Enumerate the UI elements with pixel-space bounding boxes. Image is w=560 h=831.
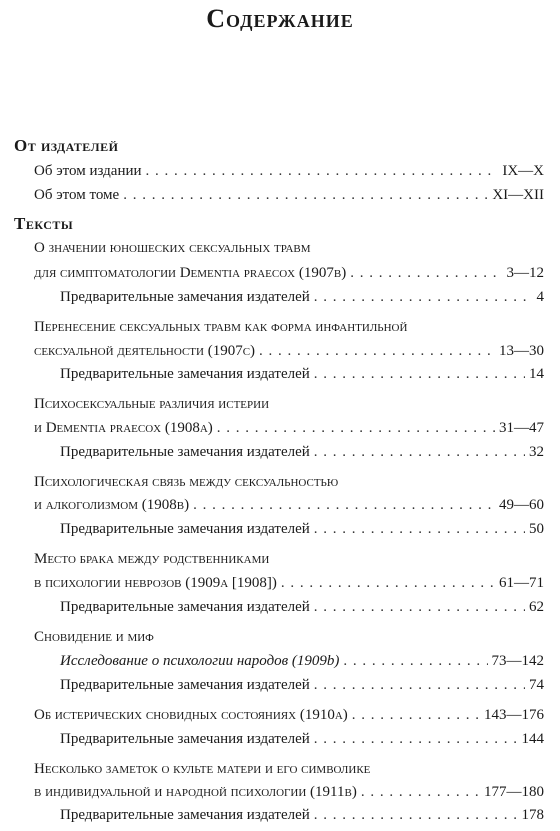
toc-note[interactable] <box>60 807 544 824</box>
toc-work-title-line1: Несколько заметок о культе матери и его символике <box>34 761 371 777</box>
toc-entry[interactable] <box>34 497 544 514</box>
toc-work-title-line2: в индивидуальной и народной психологии (1911b) <box>34 784 357 800</box>
toc-note-title: Предварительные замечания издателей <box>60 289 310 305</box>
toc-entry-pages: 31—47 <box>499 420 544 436</box>
dot-leader <box>314 444 525 461</box>
toc-entry[interactable] <box>34 784 544 801</box>
toc-note-pages: 50 <box>529 521 544 537</box>
toc-entry-pages: 61—71 <box>499 575 544 591</box>
toc-note[interactable] <box>60 366 544 383</box>
toc-work-title-line1: Психологическая связь между сексуальностью <box>34 474 339 490</box>
dot-leader <box>314 521 525 538</box>
toc-note-pages: 144 <box>521 731 544 747</box>
toc-note-pages: 178 <box>521 807 544 823</box>
toc-entry-pages: 177—180 <box>484 784 544 800</box>
dot-leader <box>350 265 502 282</box>
section-heading-publishers: От издателей <box>14 136 119 155</box>
page-title: Содержание <box>206 4 354 33</box>
toc-entry[interactable] <box>34 163 544 180</box>
toc-entry-pages: IX—X <box>502 163 544 179</box>
toc-work-title-line1: Сновидение и миф <box>34 629 154 645</box>
toc-entry-pages: 3—12 <box>506 265 544 281</box>
toc-entry-title: Об этом томе <box>34 187 120 203</box>
toc-entry[interactable] <box>34 187 544 204</box>
toc-note[interactable] <box>60 731 544 748</box>
toc-entry[interactable] <box>34 343 544 360</box>
toc-note[interactable] <box>60 289 544 306</box>
toc-note-title: Предварительные замечания издателей <box>60 599 310 615</box>
dot-leader <box>314 599 525 616</box>
toc-work-title-line2: для симптоматологии Dementia praecox (1907b) <box>34 265 347 281</box>
dot-leader <box>217 420 495 437</box>
dot-leader <box>352 707 480 724</box>
dot-leader <box>314 366 525 383</box>
toc-work-title-line2: и Dementia praecox (1908a) <box>34 420 213 436</box>
toc-entry[interactable] <box>34 265 544 282</box>
dot-leader <box>314 677 525 694</box>
dot-leader <box>123 187 488 204</box>
toc-note-title: Предварительные замечания издателей <box>60 807 310 823</box>
toc-entry[interactable] <box>60 653 544 670</box>
toc-note-title: Предварительные замечания издателей <box>60 731 310 747</box>
toc-entry[interactable] <box>34 707 544 724</box>
toc-entry-pages: 143—176 <box>484 707 544 723</box>
dot-leader <box>361 784 480 801</box>
toc-entry[interactable] <box>34 575 544 592</box>
toc-note[interactable] <box>60 677 544 694</box>
toc-work-subtitle: Исследование о психологии народов (1909b) <box>60 653 340 669</box>
toc-note-title: Предварительные замечания издателей <box>60 444 310 460</box>
toc-note-title: Предварительные замечания издателей <box>60 521 310 537</box>
toc-entry-pages: 49—60 <box>499 497 544 513</box>
toc-work-title-line1: Место брака между родственниками <box>34 551 270 567</box>
toc-entry-title: Об этом издании <box>34 163 142 179</box>
toc-work-title-line2: в психологии неврозов (1909a [1908]) <box>34 575 277 591</box>
dot-leader <box>259 343 495 360</box>
toc-note[interactable] <box>60 521 544 538</box>
toc-work-title-line1: Перенесение сексуальных травм как форма инфантильной <box>34 319 408 335</box>
toc-work-title-line1: Психосексуальные различия истерии <box>34 396 270 412</box>
toc-entry-pages: XI—XII <box>492 187 544 203</box>
section-heading-texts: Тексты <box>14 214 74 233</box>
toc-work-title-line1: Об истерических сновидных состояниях (1910a) <box>34 707 348 723</box>
dot-leader <box>314 289 533 306</box>
toc-entry-pages: 13—30 <box>499 343 544 359</box>
toc-note-pages: 14 <box>529 366 544 382</box>
toc-work-title-line2: сексуальной деятельности (1907c) <box>34 343 256 359</box>
dot-leader <box>314 807 518 824</box>
toc-note-pages: 4 <box>536 289 544 305</box>
toc-note-title: Предварительные замечания издателей <box>60 366 310 382</box>
toc-work-title-line1: О значении юношеских сексуальных травм <box>34 240 311 256</box>
toc-work-title-line2: и алкоголизмом (1908b) <box>34 497 190 513</box>
toc-entry[interactable] <box>34 420 544 437</box>
toc-note-title: Предварительные замечания издателей <box>60 677 310 693</box>
toc-note[interactable] <box>60 444 544 461</box>
toc-note-pages: 32 <box>529 444 544 460</box>
dot-leader <box>343 653 487 670</box>
toc-note-pages: 74 <box>529 677 544 693</box>
dot-leader <box>146 163 499 180</box>
toc-note[interactable] <box>60 599 544 616</box>
dot-leader <box>193 497 495 514</box>
dot-leader <box>281 575 495 592</box>
toc-entry-pages: 73—142 <box>491 653 544 669</box>
dot-leader <box>314 731 518 748</box>
toc-note-pages: 62 <box>529 599 544 615</box>
